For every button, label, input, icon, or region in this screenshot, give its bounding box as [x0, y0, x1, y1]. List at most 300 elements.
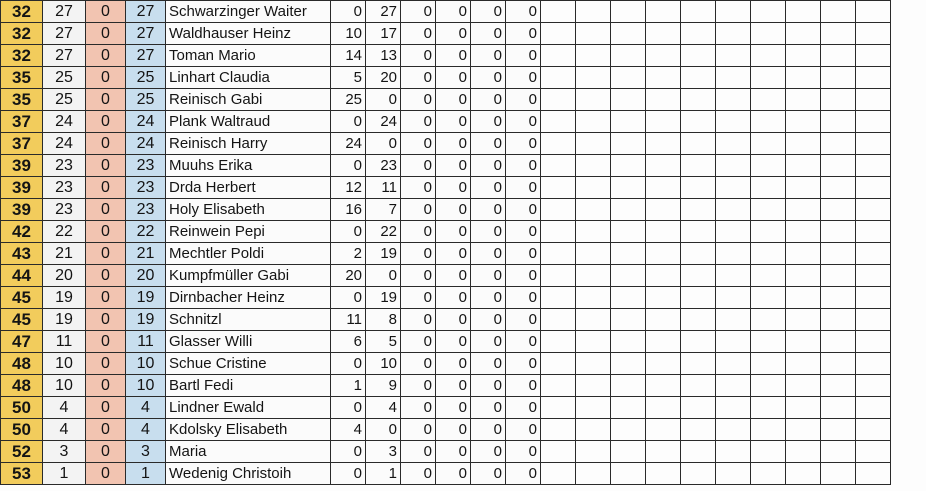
empty-cell — [646, 463, 681, 485]
empty-cell — [751, 265, 786, 287]
score-cell: 0 — [401, 155, 436, 177]
empty-cell — [786, 265, 821, 287]
empty-cell — [751, 309, 786, 331]
score-cell: 0 — [471, 177, 506, 199]
name-cell: Dirnbacher Heinz — [166, 287, 331, 309]
score-cell: 0 — [401, 221, 436, 243]
empty-cell — [716, 375, 751, 397]
empty-cell — [751, 155, 786, 177]
empty-cell — [821, 463, 856, 485]
empty-cell — [716, 353, 751, 375]
empty-cell — [646, 221, 681, 243]
total-cell: 19 — [43, 287, 86, 309]
empty-cell — [786, 441, 821, 463]
rank-cell: 48 — [1, 375, 43, 397]
empty-cell — [611, 441, 646, 463]
empty-cell — [716, 397, 751, 419]
rank-cell: 37 — [1, 133, 43, 155]
name-cell: Maria — [166, 441, 331, 463]
total-cell: 27 — [43, 23, 86, 45]
score-cell: 0 — [471, 89, 506, 111]
total-cell: 24 — [43, 111, 86, 133]
score-cell: 0 — [506, 221, 541, 243]
empty-cell — [681, 221, 716, 243]
empty-cell — [681, 67, 716, 89]
empty-cell — [576, 221, 611, 243]
score-cell: 0 — [471, 111, 506, 133]
score-cell: 0 — [436, 221, 471, 243]
score-cell: 0 — [366, 419, 401, 441]
score-cell: 24 — [366, 111, 401, 133]
empty-cell — [786, 353, 821, 375]
empty-cell — [681, 419, 716, 441]
empty-cell — [821, 375, 856, 397]
score-cell: 22 — [366, 221, 401, 243]
empty-cell — [751, 331, 786, 353]
empty-cell — [541, 199, 576, 221]
empty-cell — [611, 111, 646, 133]
empty-cell — [646, 441, 681, 463]
score-cell: 0 — [331, 463, 366, 485]
table-row — [1, 375, 891, 397]
score-cell: 0 — [506, 375, 541, 397]
empty-cell — [751, 441, 786, 463]
empty-cell — [856, 265, 891, 287]
empty-cell — [611, 419, 646, 441]
score-cell: 14 — [331, 45, 366, 67]
empty-cell — [576, 23, 611, 45]
empty-cell — [611, 309, 646, 331]
empty-cell — [856, 155, 891, 177]
empty-cell — [541, 287, 576, 309]
rank-cell: 48 — [1, 353, 43, 375]
empty-cell — [786, 331, 821, 353]
total-cell: 20 — [43, 265, 86, 287]
net-cell: 11 — [126, 331, 166, 353]
score-cell: 0 — [331, 1, 366, 23]
total-cell: 23 — [43, 155, 86, 177]
score-cell: 0 — [401, 133, 436, 155]
empty-cell — [576, 89, 611, 111]
empty-cell — [611, 89, 646, 111]
score-cell: 19 — [366, 243, 401, 265]
empty-cell — [646, 45, 681, 67]
empty-cell — [716, 265, 751, 287]
empty-cell — [821, 23, 856, 45]
empty-cell — [786, 133, 821, 155]
empty-cell — [541, 375, 576, 397]
empty-cell — [751, 67, 786, 89]
score-cell: 0 — [471, 243, 506, 265]
score-cell: 11 — [331, 309, 366, 331]
score-cell: 0 — [506, 45, 541, 67]
rank-cell: 37 — [1, 111, 43, 133]
empty-cell — [541, 331, 576, 353]
empty-cell — [611, 353, 646, 375]
empty-cell — [681, 89, 716, 111]
total-cell: 24 — [43, 133, 86, 155]
empty-cell — [541, 45, 576, 67]
deduction-cell: 0 — [86, 155, 126, 177]
rank-cell: 39 — [1, 177, 43, 199]
table-row — [1, 221, 891, 243]
empty-cell — [786, 111, 821, 133]
score-cell: 0 — [366, 89, 401, 111]
empty-cell — [821, 133, 856, 155]
deduction-cell: 0 — [86, 23, 126, 45]
table-row — [1, 463, 891, 485]
name-cell: Wedenig Christoih — [166, 463, 331, 485]
score-cell: 0 — [401, 419, 436, 441]
deduction-cell: 0 — [86, 1, 126, 23]
total-cell: 4 — [43, 419, 86, 441]
name-cell: Mechtler Poldi — [166, 243, 331, 265]
empty-cell — [751, 221, 786, 243]
empty-cell — [821, 265, 856, 287]
score-cell: 10 — [331, 23, 366, 45]
empty-cell — [856, 199, 891, 221]
rank-cell: 45 — [1, 287, 43, 309]
score-cell: 0 — [401, 177, 436, 199]
empty-cell — [716, 45, 751, 67]
total-cell: 22 — [43, 221, 86, 243]
empty-cell — [856, 243, 891, 265]
score-cell: 0 — [331, 155, 366, 177]
empty-cell — [576, 375, 611, 397]
empty-cell — [611, 1, 646, 23]
empty-cell — [786, 89, 821, 111]
net-cell: 10 — [126, 375, 166, 397]
net-cell: 22 — [126, 221, 166, 243]
score-cell: 23 — [366, 155, 401, 177]
empty-cell — [576, 155, 611, 177]
empty-cell — [716, 419, 751, 441]
score-cell: 0 — [331, 287, 366, 309]
name-cell: Bartl Fedi — [166, 375, 331, 397]
empty-cell — [716, 177, 751, 199]
table-row — [1, 331, 891, 353]
score-cell: 0 — [471, 133, 506, 155]
empty-cell — [541, 67, 576, 89]
score-cell: 0 — [506, 441, 541, 463]
deduction-cell: 0 — [86, 243, 126, 265]
name-cell: Linhart Claudia — [166, 67, 331, 89]
empty-cell — [856, 441, 891, 463]
rank-cell: 35 — [1, 67, 43, 89]
name-cell: Holy Elisabeth — [166, 199, 331, 221]
score-cell: 0 — [436, 177, 471, 199]
empty-cell — [821, 287, 856, 309]
deduction-cell: 0 — [86, 221, 126, 243]
deduction-cell: 0 — [86, 45, 126, 67]
empty-cell — [646, 1, 681, 23]
empty-cell — [576, 243, 611, 265]
score-cell: 0 — [436, 397, 471, 419]
empty-cell — [716, 309, 751, 331]
total-cell: 1 — [43, 463, 86, 485]
empty-cell — [821, 155, 856, 177]
empty-cell — [541, 419, 576, 441]
empty-cell — [786, 67, 821, 89]
empty-cell — [576, 111, 611, 133]
empty-cell — [786, 1, 821, 23]
empty-cell — [856, 309, 891, 331]
empty-cell — [751, 419, 786, 441]
score-cell: 0 — [436, 287, 471, 309]
empty-cell — [856, 221, 891, 243]
empty-cell — [541, 309, 576, 331]
empty-cell — [541, 221, 576, 243]
net-cell: 20 — [126, 265, 166, 287]
empty-cell — [716, 199, 751, 221]
total-cell: 21 — [43, 243, 86, 265]
score-cell: 0 — [436, 155, 471, 177]
score-cell: 1 — [366, 463, 401, 485]
empty-cell — [856, 23, 891, 45]
deduction-cell: 0 — [86, 419, 126, 441]
score-cell: 0 — [471, 331, 506, 353]
net-cell: 27 — [126, 1, 166, 23]
score-cell: 0 — [436, 45, 471, 67]
table-row — [1, 89, 891, 111]
empty-cell — [611, 243, 646, 265]
table-row — [1, 199, 891, 221]
empty-cell — [786, 221, 821, 243]
empty-cell — [821, 441, 856, 463]
score-cell: 5 — [331, 67, 366, 89]
empty-cell — [821, 177, 856, 199]
score-cell: 0 — [471, 441, 506, 463]
score-cell: 0 — [471, 265, 506, 287]
empty-cell — [681, 155, 716, 177]
net-cell: 1 — [126, 463, 166, 485]
empty-cell — [576, 177, 611, 199]
net-cell: 19 — [126, 287, 166, 309]
empty-cell — [786, 375, 821, 397]
empty-cell — [751, 353, 786, 375]
empty-cell — [681, 1, 716, 23]
score-cell: 25 — [331, 89, 366, 111]
name-cell: Reinisch Harry — [166, 133, 331, 155]
empty-cell — [576, 1, 611, 23]
empty-cell — [681, 331, 716, 353]
score-cell: 0 — [401, 375, 436, 397]
table-row — [1, 133, 891, 155]
score-cell: 27 — [366, 1, 401, 23]
empty-cell — [751, 243, 786, 265]
empty-cell — [681, 441, 716, 463]
empty-cell — [856, 111, 891, 133]
empty-cell — [646, 265, 681, 287]
empty-cell — [751, 463, 786, 485]
empty-cell — [786, 155, 821, 177]
empty-cell — [716, 243, 751, 265]
deduction-cell: 0 — [86, 309, 126, 331]
deduction-cell: 0 — [86, 111, 126, 133]
score-cell: 12 — [331, 177, 366, 199]
table-row — [1, 1, 891, 23]
empty-cell — [541, 353, 576, 375]
score-cell: 0 — [471, 463, 506, 485]
deduction-cell: 0 — [86, 463, 126, 485]
total-cell: 10 — [43, 353, 86, 375]
empty-cell — [856, 287, 891, 309]
empty-cell — [646, 67, 681, 89]
ranking-table-body — [1, 0, 891, 485]
empty-cell — [716, 287, 751, 309]
score-cell: 0 — [506, 265, 541, 287]
deduction-cell: 0 — [86, 441, 126, 463]
empty-cell — [681, 133, 716, 155]
score-cell: 0 — [436, 375, 471, 397]
empty-cell — [576, 463, 611, 485]
score-cell: 0 — [506, 199, 541, 221]
rank-cell: 45 — [1, 309, 43, 331]
empty-cell — [646, 199, 681, 221]
empty-cell — [751, 111, 786, 133]
score-cell: 0 — [366, 265, 401, 287]
empty-cell — [541, 155, 576, 177]
empty-cell — [681, 243, 716, 265]
score-cell: 19 — [366, 287, 401, 309]
empty-cell — [681, 177, 716, 199]
score-cell: 20 — [331, 265, 366, 287]
empty-cell — [576, 397, 611, 419]
score-cell: 0 — [471, 375, 506, 397]
score-cell: 0 — [401, 463, 436, 485]
score-cell: 0 — [506, 67, 541, 89]
deduction-cell: 0 — [86, 133, 126, 155]
empty-cell — [646, 287, 681, 309]
table-row — [1, 287, 891, 309]
name-cell: Schwarzinger Waiter — [166, 1, 331, 23]
score-cell: 0 — [506, 89, 541, 111]
empty-cell — [716, 441, 751, 463]
empty-cell — [576, 353, 611, 375]
score-cell: 0 — [401, 23, 436, 45]
deduction-cell: 0 — [86, 353, 126, 375]
empty-cell — [541, 111, 576, 133]
total-cell: 11 — [43, 331, 86, 353]
name-cell: Toman Mario — [166, 45, 331, 67]
score-cell: 2 — [331, 243, 366, 265]
empty-cell — [646, 89, 681, 111]
score-cell: 0 — [471, 419, 506, 441]
net-cell: 23 — [126, 199, 166, 221]
score-cell: 0 — [401, 397, 436, 419]
empty-cell — [786, 287, 821, 309]
empty-cell — [786, 199, 821, 221]
net-cell: 24 — [126, 133, 166, 155]
score-cell: 20 — [366, 67, 401, 89]
empty-cell — [681, 45, 716, 67]
empty-cell — [681, 397, 716, 419]
empty-cell — [856, 375, 891, 397]
empty-cell — [576, 331, 611, 353]
net-cell: 3 — [126, 441, 166, 463]
empty-cell — [856, 89, 891, 111]
score-cell: 8 — [366, 309, 401, 331]
name-cell: Lindner Ewald — [166, 397, 331, 419]
score-cell: 6 — [331, 331, 366, 353]
table-row — [1, 353, 891, 375]
empty-cell — [611, 133, 646, 155]
empty-cell — [646, 243, 681, 265]
score-cell: 0 — [506, 155, 541, 177]
score-cell: 0 — [506, 111, 541, 133]
score-cell: 5 — [366, 331, 401, 353]
rank-cell: 32 — [1, 23, 43, 45]
score-cell: 0 — [471, 23, 506, 45]
score-cell: 4 — [366, 397, 401, 419]
name-cell: Schue Cristine — [166, 353, 331, 375]
empty-cell — [611, 23, 646, 45]
net-cell: 27 — [126, 23, 166, 45]
empty-cell — [576, 309, 611, 331]
empty-cell — [541, 243, 576, 265]
rank-cell: 52 — [1, 441, 43, 463]
empty-cell — [541, 23, 576, 45]
empty-cell — [541, 441, 576, 463]
deduction-cell: 0 — [86, 397, 126, 419]
empty-cell — [716, 463, 751, 485]
empty-cell — [856, 397, 891, 419]
total-cell: 23 — [43, 199, 86, 221]
score-cell: 0 — [506, 419, 541, 441]
score-cell: 0 — [506, 23, 541, 45]
empty-cell — [786, 23, 821, 45]
empty-cell — [646, 23, 681, 45]
name-cell: Glasser Willi — [166, 331, 331, 353]
empty-cell — [786, 397, 821, 419]
rank-cell: 32 — [1, 1, 43, 23]
score-cell: 0 — [401, 111, 436, 133]
empty-cell — [681, 353, 716, 375]
score-cell: 0 — [471, 1, 506, 23]
score-cell: 0 — [401, 309, 436, 331]
empty-cell — [576, 199, 611, 221]
name-cell: Reinwein Pepi — [166, 221, 331, 243]
total-cell: 19 — [43, 309, 86, 331]
score-cell: 0 — [506, 463, 541, 485]
empty-cell — [541, 463, 576, 485]
score-cell: 1 — [331, 375, 366, 397]
table-row — [1, 45, 891, 67]
name-cell: Waldhauser Heinz — [166, 23, 331, 45]
score-cell: 0 — [506, 309, 541, 331]
score-cell: 0 — [471, 67, 506, 89]
empty-cell — [821, 111, 856, 133]
empty-cell — [646, 309, 681, 331]
empty-cell — [856, 353, 891, 375]
table-row — [1, 67, 891, 89]
empty-cell — [576, 265, 611, 287]
score-cell: 0 — [471, 309, 506, 331]
empty-cell — [576, 67, 611, 89]
empty-cell — [611, 199, 646, 221]
score-cell: 0 — [401, 199, 436, 221]
empty-cell — [716, 89, 751, 111]
empty-cell — [576, 133, 611, 155]
score-cell: 0 — [436, 331, 471, 353]
empty-cell — [856, 419, 891, 441]
empty-cell — [786, 309, 821, 331]
empty-cell — [751, 1, 786, 23]
total-cell: 10 — [43, 375, 86, 397]
total-cell: 3 — [43, 441, 86, 463]
empty-cell — [646, 111, 681, 133]
empty-cell — [716, 1, 751, 23]
